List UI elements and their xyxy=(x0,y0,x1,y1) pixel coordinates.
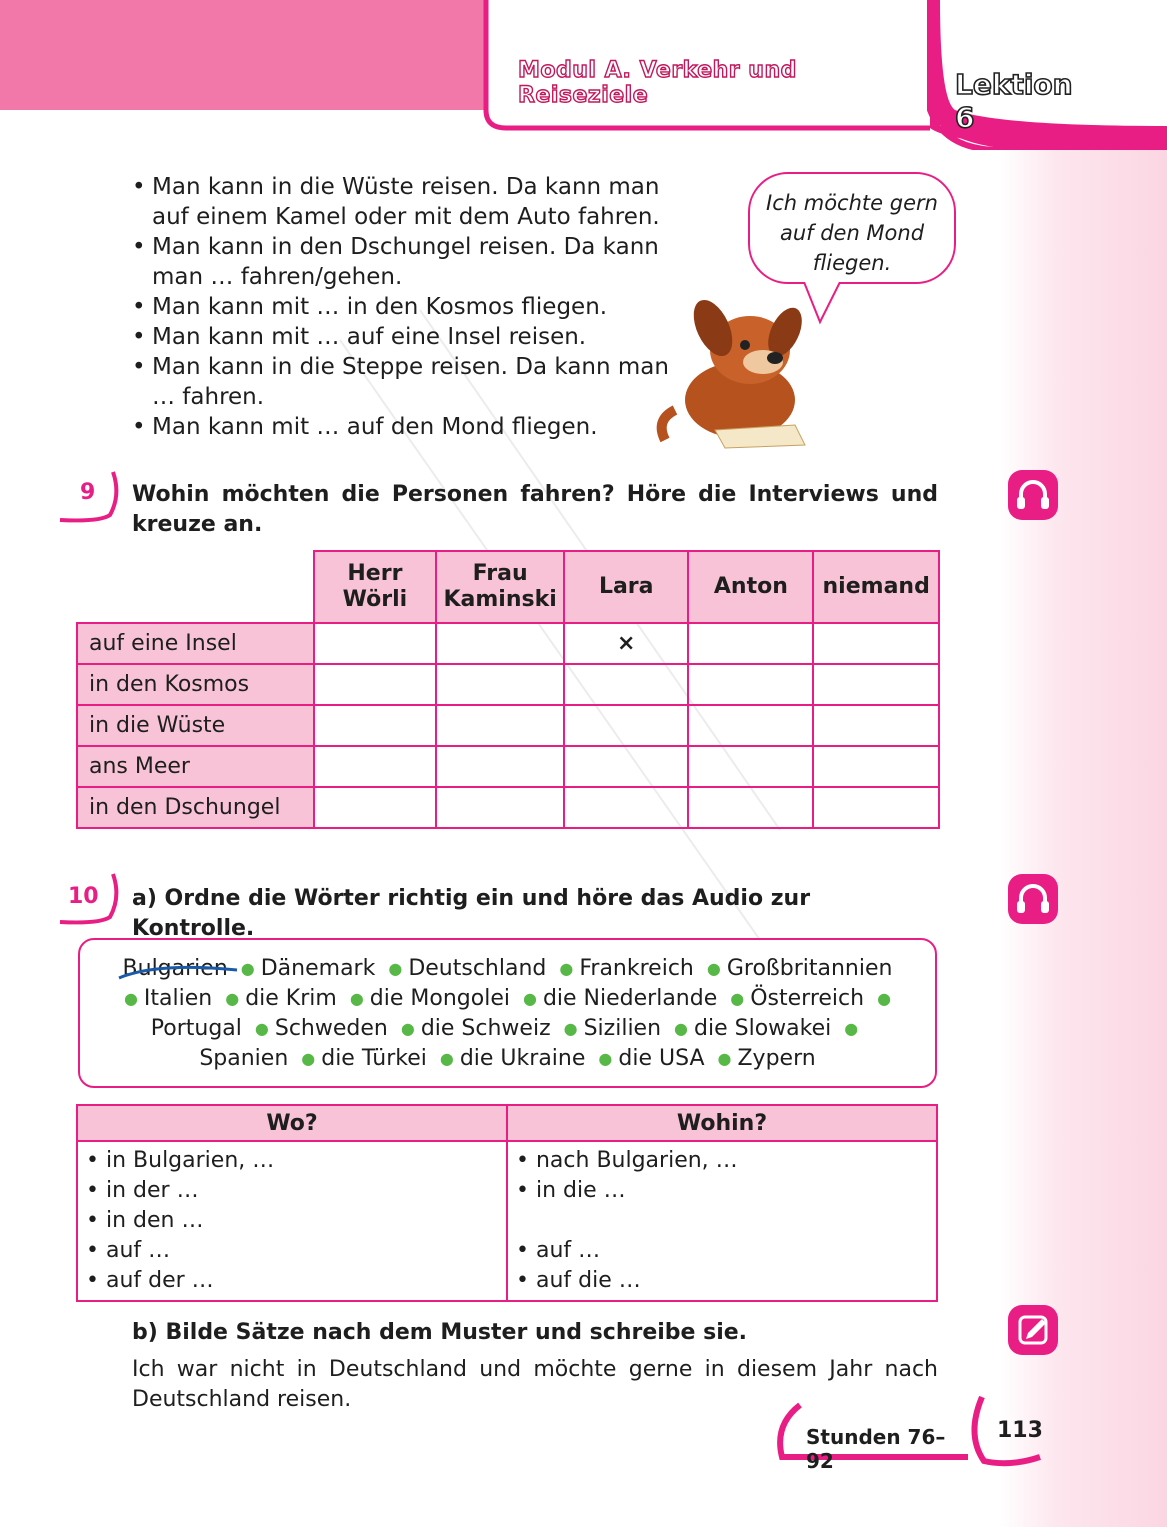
word-box xyxy=(78,938,937,1088)
answer-cell[interactable] xyxy=(436,787,564,828)
word: die Slowakei xyxy=(694,1016,832,1041)
column-header: Wohin? xyxy=(507,1105,937,1141)
answer-cell[interactable] xyxy=(688,623,813,664)
word: Bulgarien xyxy=(122,956,228,981)
answer-cell[interactable] xyxy=(813,746,939,787)
answer-cell[interactable] xyxy=(688,664,813,705)
word-crossed xyxy=(123,954,228,984)
word: die USA xyxy=(618,1046,705,1071)
wohin-column[interactable] xyxy=(507,1141,937,1301)
intro-bullet: • Man kann mit … in den Kosmos fliegen. xyxy=(132,292,672,322)
footer-lesson-range: Stunden 76–92 xyxy=(806,1425,946,1473)
list-item: • in der … xyxy=(86,1176,498,1206)
answer-cell[interactable] xyxy=(813,787,939,828)
intro-bullet: • Man kann mit … auf den Mond fliegen. xyxy=(132,412,672,442)
column-header: Lara xyxy=(564,551,688,623)
answer-cell[interactable] xyxy=(564,664,688,705)
word: Schweden xyxy=(274,1016,388,1041)
word: Großbritannien xyxy=(726,956,893,981)
answer-cell[interactable] xyxy=(813,664,939,705)
list-item: • auf … xyxy=(516,1236,928,1266)
exercise-10b-task: b) Bilde Sätze nach dem Muster und schreibe sie. xyxy=(132,1320,748,1345)
word: Zypern xyxy=(737,1046,816,1071)
table-row xyxy=(77,664,939,705)
intro-bullet-list xyxy=(132,172,672,442)
answer-cell[interactable] xyxy=(436,746,564,787)
headphones-icon xyxy=(1008,874,1058,924)
wo-column[interactable] xyxy=(77,1141,507,1301)
wo-wohin-table xyxy=(76,1104,938,1302)
word: die Ukraine xyxy=(459,1046,586,1071)
table-row xyxy=(77,746,939,787)
table-corner xyxy=(77,551,314,623)
word-line: Spanien ● die Türkei ● die Ukraine ● die USA ● Zypern xyxy=(199,1046,816,1071)
word: Deutschland xyxy=(408,956,547,981)
list-gap xyxy=(516,1206,928,1236)
intro-bullet: • Man kann in die Wüste reisen. Da kann man auf einem Kamel oder mit dem Auto fahren. xyxy=(132,172,672,232)
word: Portugal xyxy=(150,1016,242,1041)
intro-bullet: • Man kann in den Dschungel reisen. Da kann man … fahren/gehen. xyxy=(132,232,672,292)
answer-cell-checked[interactable]: × xyxy=(564,623,688,664)
exercise-number: 10 xyxy=(68,884,99,909)
list-item: • in die … xyxy=(516,1176,928,1206)
word: Frankreich xyxy=(579,956,694,981)
answer-cell[interactable] xyxy=(813,623,939,664)
answer-cell[interactable] xyxy=(314,746,437,787)
answer-cell[interactable] xyxy=(314,664,437,705)
answer-cell[interactable] xyxy=(436,664,564,705)
column-header: Herr Wörli xyxy=(314,551,437,623)
row-label: in den Kosmos xyxy=(77,664,314,705)
row-label: auf eine Insel xyxy=(77,623,314,664)
lesson-label: Lektion 6 xyxy=(955,68,1073,134)
table-row xyxy=(77,705,939,746)
row-label: in die Wüste xyxy=(77,705,314,746)
word: die Mongolei xyxy=(369,986,510,1011)
intro-bullet: • Man kann mit … auf eine Insel reisen. xyxy=(132,322,672,352)
word: Sizilien xyxy=(583,1016,662,1041)
speech-bubble: Ich möchte gern auf den Mond fliegen. xyxy=(748,172,956,284)
word: Dänemark xyxy=(260,956,376,981)
answer-cell[interactable] xyxy=(564,705,688,746)
answer-cell[interactable] xyxy=(314,705,437,746)
list-item: • nach Bulgarien, … xyxy=(516,1146,928,1176)
word: die Krim xyxy=(245,986,337,1011)
column-header: Anton xyxy=(688,551,813,623)
answer-cell[interactable] xyxy=(314,623,437,664)
exercise-10a-task: a) Ordne die Wörter richtig ein und höre das Audio zur Kontrolle. xyxy=(132,886,811,941)
answer-cell[interactable] xyxy=(688,787,813,828)
page-number: 113 xyxy=(997,1418,1043,1443)
answer-cell[interactable] xyxy=(564,787,688,828)
answer-cell[interactable] xyxy=(688,705,813,746)
example-sentence: Ich war nicht in Deutschland und möchte gerne in diesem Jahr nach Deutschland reisen. xyxy=(132,1357,938,1412)
exercise-number: 9 xyxy=(80,480,96,505)
row-label: in den Dschungel xyxy=(77,787,314,828)
row-label: ans Meer xyxy=(77,746,314,787)
table-row xyxy=(77,623,939,664)
list-item: • in den … xyxy=(86,1206,498,1236)
dog-illustration xyxy=(645,290,825,450)
list-item: • auf die … xyxy=(516,1266,928,1296)
word-line: Bulgarien ● Dänemark ● Deutschland ● Frankreich ● Großbritannien xyxy=(80,954,935,984)
strike-mark xyxy=(117,960,247,982)
list-item: • in Bulgarien, … xyxy=(86,1146,498,1176)
exercise-9-table xyxy=(76,550,940,829)
word-line: ● Italien ● die Krim ● die Mongolei ● die Niederlande ● Österreich ● xyxy=(123,986,892,1011)
exercise-9-task: Wohin möchten die Personen fahren? Höre die Interviews und kreuze an. xyxy=(132,482,938,537)
word: Spanien xyxy=(199,1046,289,1071)
pencil-icon xyxy=(1008,1305,1058,1355)
intro-bullet: • Man kann in die Steppe reisen. Da kann man … fahren. xyxy=(132,352,672,412)
word: Österreich xyxy=(750,986,865,1011)
column-header: Wo? xyxy=(77,1105,507,1141)
word-line: Portugal ● Schweden ● die Schweiz ● Sizilien ● die Slowakei ● xyxy=(150,1016,859,1041)
answer-cell[interactable] xyxy=(813,705,939,746)
module-title: Modul A. Verkehr und Reiseziele xyxy=(518,58,797,108)
table-row xyxy=(77,787,939,828)
answer-cell[interactable] xyxy=(314,787,437,828)
column-header: Frau Kaminski xyxy=(436,551,564,623)
answer-cell[interactable] xyxy=(436,623,564,664)
list-item: • auf der … xyxy=(86,1266,498,1296)
word: die Türkei xyxy=(321,1046,427,1071)
answer-cell[interactable] xyxy=(436,705,564,746)
word: Italien xyxy=(143,986,213,1011)
answer-cell[interactable] xyxy=(564,746,688,787)
word: die Schweiz xyxy=(420,1016,551,1041)
answer-cell[interactable] xyxy=(688,746,813,787)
word: die Niederlande xyxy=(542,986,718,1011)
headphones-icon xyxy=(1008,470,1058,520)
column-header: niemand xyxy=(813,551,939,623)
list-item: • auf … xyxy=(86,1236,498,1266)
